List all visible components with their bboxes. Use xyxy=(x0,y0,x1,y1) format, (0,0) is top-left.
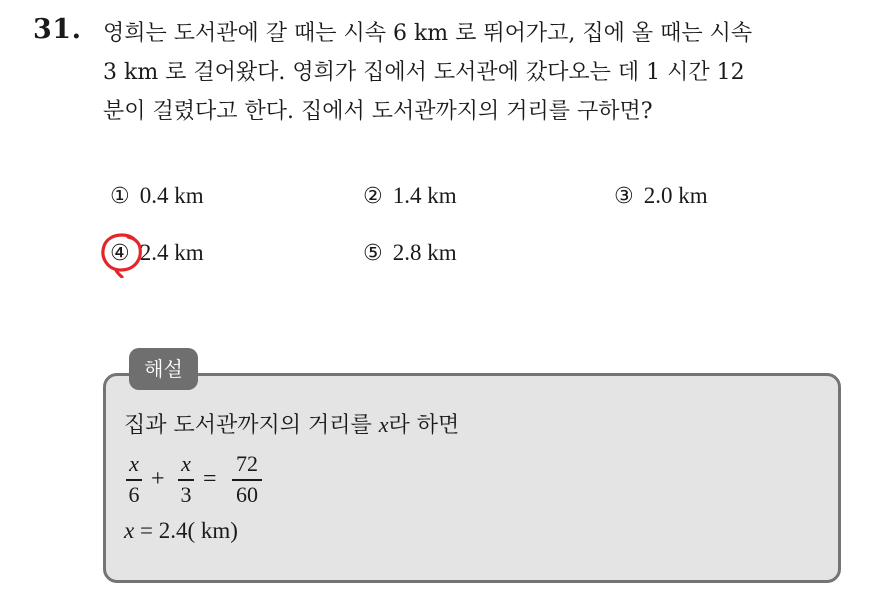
fraction-3-numerator: 72 xyxy=(236,451,258,476)
choice-4-value: 2.4 km xyxy=(139,240,204,265)
answer-circle-annotation xyxy=(98,230,148,278)
choice-3-mark: ③ xyxy=(614,184,634,209)
solution-answer-value: = 2.4( km) xyxy=(134,518,238,543)
fraction-2-denominator: 3 xyxy=(180,481,192,507)
fraction-1 xyxy=(126,452,142,507)
choice-4-mark: ④ xyxy=(110,241,130,266)
solution-variable: x xyxy=(378,412,389,437)
question-stem xyxy=(103,14,863,131)
fraction-3-bar xyxy=(232,479,262,481)
question-number: 31. xyxy=(33,14,82,45)
choice-3-value: 2.0 km xyxy=(643,183,708,208)
choice-1-value: 0.4 km xyxy=(139,183,204,208)
solution-line-1-pre: 집과 도서관까지의 거리를 xyxy=(124,413,379,438)
fraction-2 xyxy=(178,452,194,507)
fraction-1-numerator: x xyxy=(129,451,139,476)
solution-answer-variable: x xyxy=(124,518,135,543)
question-line-3: 분이 걸렸다고 한다. 집에서 도서관까지의 거리를 구하면? xyxy=(103,99,653,124)
fraction-3-denominator: 60 xyxy=(236,481,258,507)
choice-2-value: 1.4 km xyxy=(392,183,457,208)
solution-tag: 해설 xyxy=(129,348,198,390)
choice-1-mark: ① xyxy=(110,184,130,209)
question-line-2: 3 km 로 걸어왔다. 영희가 집에서 도서관에 갔다오는 데 1 시간 12 xyxy=(103,60,745,85)
choice-1[interactable] xyxy=(110,183,204,209)
choice-3[interactable] xyxy=(614,183,708,209)
choice-5-value: 2.8 km xyxy=(392,240,457,265)
equals-sign: = xyxy=(203,466,217,492)
fraction-3 xyxy=(232,452,262,507)
question-line-1: 영희는 도서관에 갈 때는 시속 6 km 로 뛰어가고, 집에 올 때는 시속 xyxy=(103,21,753,46)
plus-sign: + xyxy=(151,466,165,492)
fraction-1-denominator: 6 xyxy=(128,481,140,507)
solution-line-1-post: 라 하면 xyxy=(388,413,460,438)
fraction-2-bar xyxy=(178,479,194,481)
choice-5[interactable] xyxy=(363,240,457,266)
solution-line-1 xyxy=(124,408,459,439)
choice-5-mark: ⑤ xyxy=(363,241,383,266)
choice-2[interactable] xyxy=(363,183,457,209)
fraction-2-numerator: x xyxy=(181,451,191,476)
solution-answer xyxy=(124,518,238,544)
choice-2-mark: ② xyxy=(363,184,383,209)
fraction-1-bar xyxy=(126,479,142,481)
